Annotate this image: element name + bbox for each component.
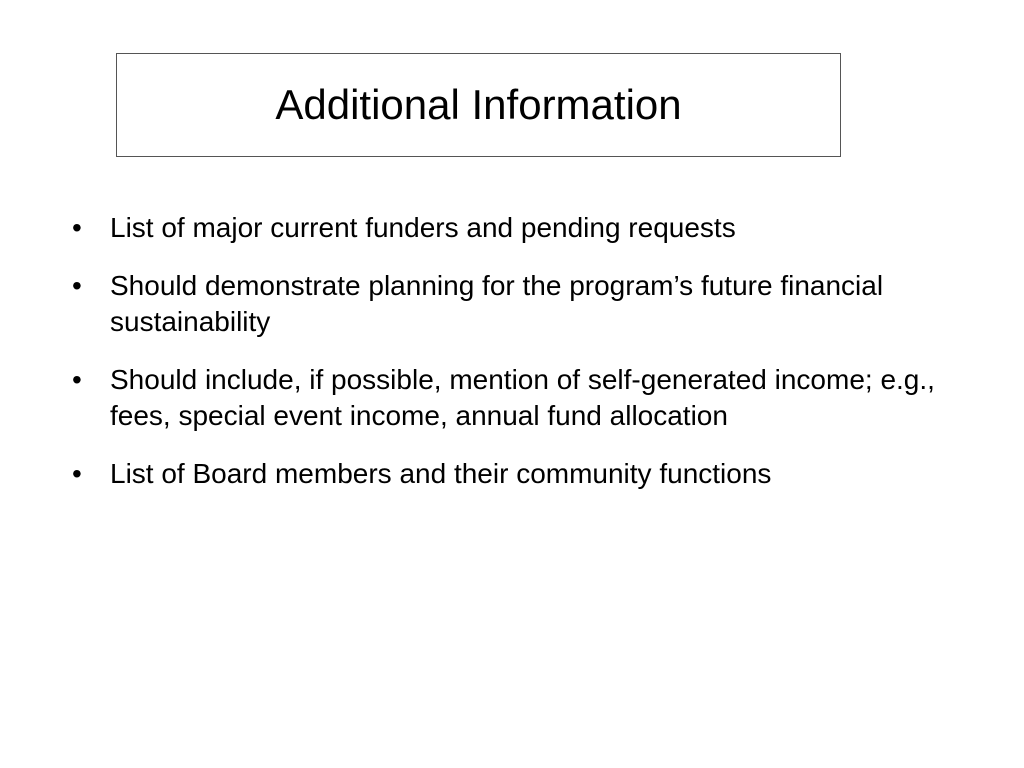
slide-title: Additional Information: [275, 81, 682, 128]
bullet-list: [72, 210, 952, 492]
bullet-text: List of Board members and their community functions: [110, 458, 772, 489]
bullet-marker: •: [72, 212, 82, 243]
bullet-item: [72, 362, 952, 434]
bullet-text: List of major current funders and pending requests: [110, 212, 736, 243]
bullet-text: Should include, if possible, mention of self-generated income; e.g., fees, special event income, annual fund allocation: [110, 364, 935, 431]
bullet-item: [72, 210, 952, 246]
bullet-marker: •: [72, 458, 82, 489]
bullet-item: [72, 268, 952, 340]
bullet-marker: •: [72, 270, 82, 301]
bullet-marker: •: [72, 364, 82, 395]
bullet-text: Should demonstrate planning for the program’s future financial sustainability: [110, 270, 884, 337]
title-box: [116, 53, 841, 157]
bullet-item: [72, 456, 952, 492]
